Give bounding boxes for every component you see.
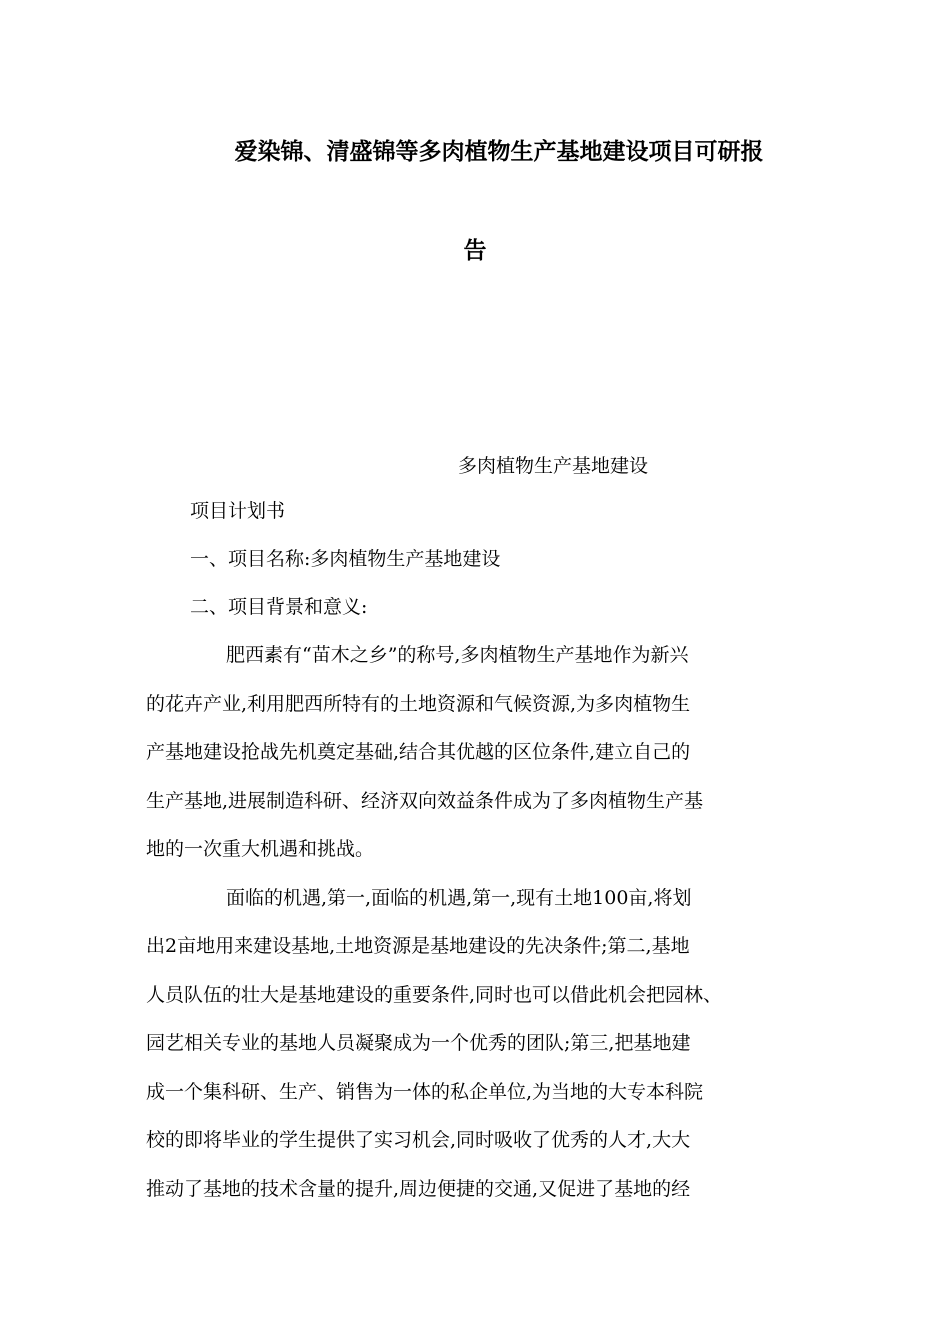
paragraph-line: 肥西素有“苗木之乡”的称号,多肉植物生产基地作为新兴 — [226, 644, 689, 666]
paragraph-line: 产基地建设抢战先机奠定基础,结合其优越的区位条件,建立自己的 — [146, 741, 691, 763]
paragraph-line: 面临的机遇,第一,面临的机遇,第一,现有土地100亩,将划 — [226, 887, 692, 909]
paragraph-line: 地的一次重大机遇和挑战。 — [146, 838, 375, 860]
plan-label: 项目计划书 — [190, 500, 286, 522]
paragraph-line: 推动了基地的技术含量的提升,周边便捷的交通,又促进了基地的经 — [146, 1178, 691, 1200]
paragraph-line: 成一个集科研、生产、销售为一体的私企单位,为当地的大专本科院 — [146, 1081, 704, 1103]
paragraph-line: 人员队伍的壮大是基地建设的重要条件,同时也可以借此机会把园林、 — [146, 984, 723, 1006]
section-item-1: 一、项目名称:多肉植物生产基地建设 — [190, 548, 501, 570]
section-item-2: 二、项目背景和意义: — [190, 596, 368, 618]
paragraph-line: 校的即将毕业的学生提供了实习机会,同时吸收了优秀的人才,大大 — [146, 1129, 691, 1151]
paragraph-line: 出2亩地用来建设基地,土地资源是基地建设的先决条件;第二,基地 — [146, 935, 690, 957]
document-subtitle: 多肉植物生产基地建设 — [458, 455, 649, 477]
paragraph-line: 园艺相关专业的基地人员凝聚成为一个优秀的团队;第三,把基地建 — [146, 1032, 691, 1054]
document-title-line-1: 爱染锦、清盛锦等多肉植物生产基地建设项目可研报 — [234, 139, 764, 165]
document-title-line-2: 告 — [463, 238, 487, 264]
paragraph-line: 生产基地,进展制造科研、经济双向效益条件成为了多肉植物生产基 — [146, 790, 704, 812]
paragraph-line: 的花卉产业,利用肥西所特有的土地资源和气候资源,为多肉植物生 — [146, 693, 691, 715]
